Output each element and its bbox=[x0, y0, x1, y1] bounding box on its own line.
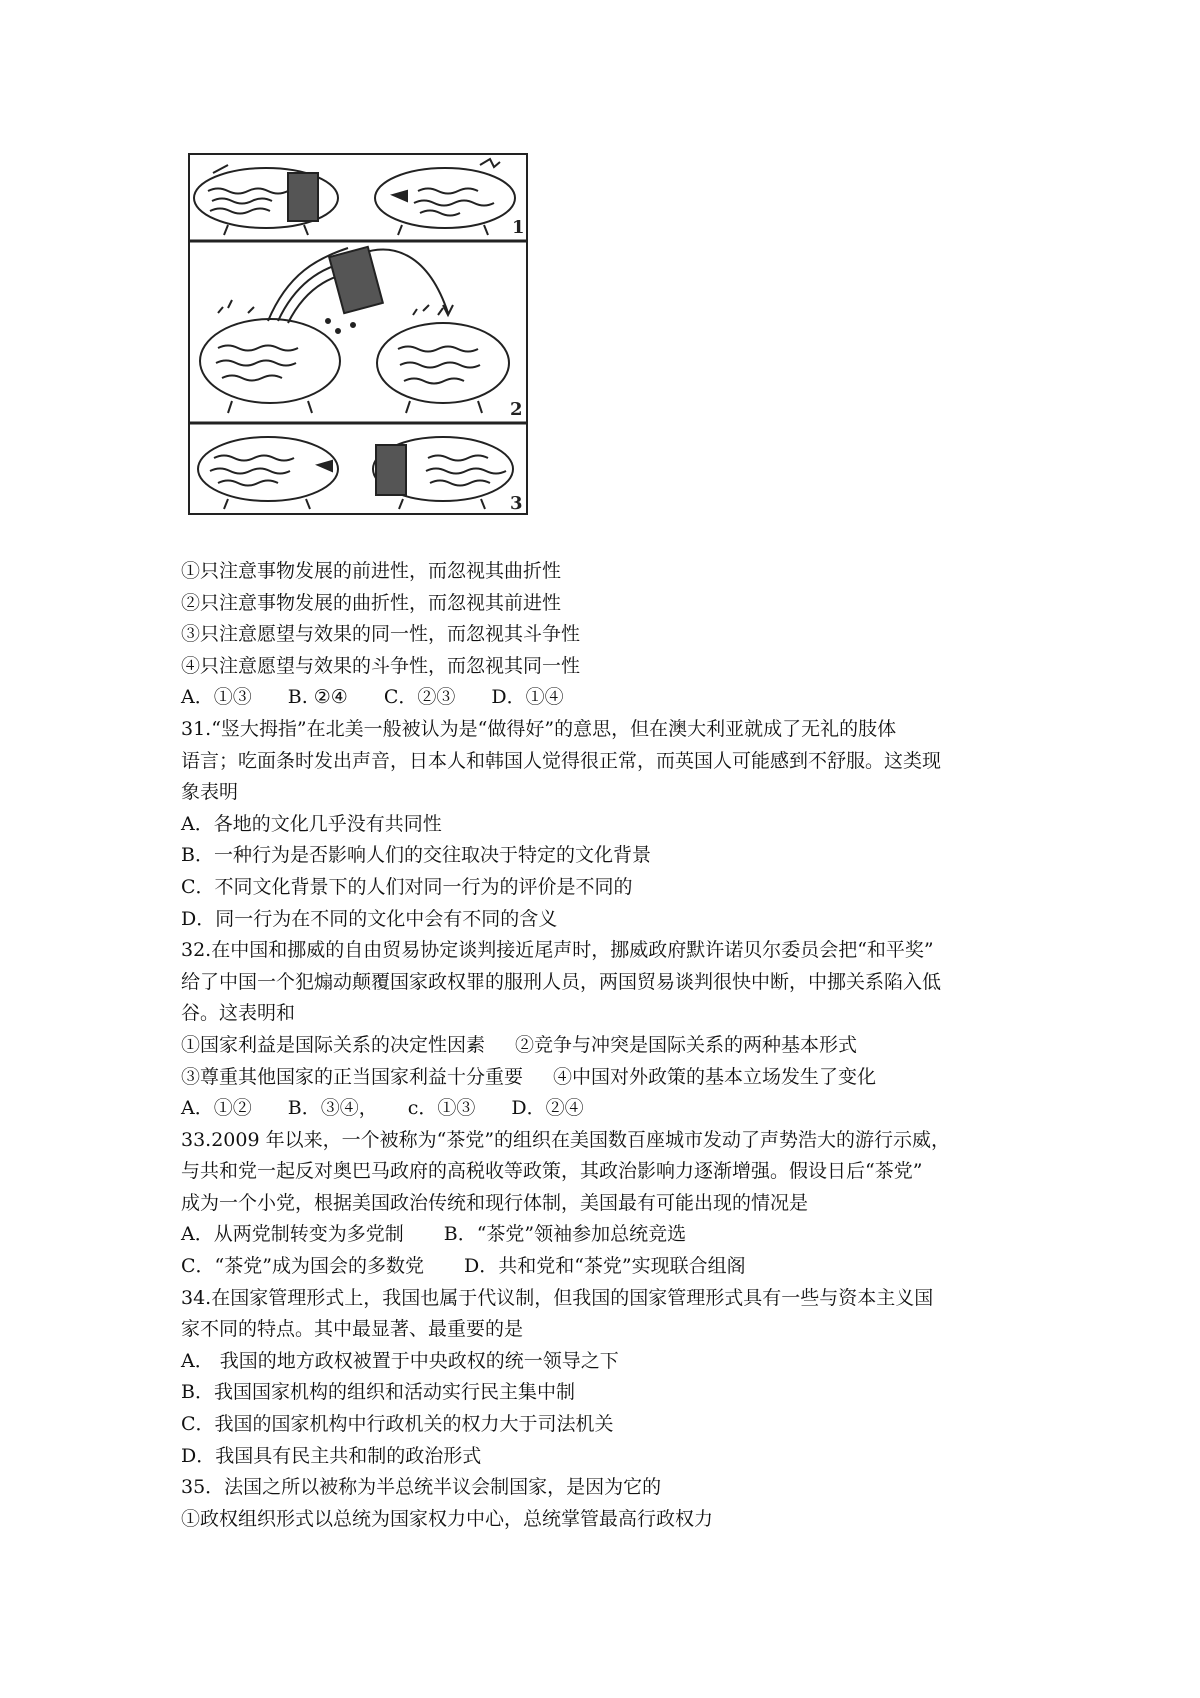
q33-stem: 与共和党一起反对奥巴马政府的高税收等政策，其政治影响力逐渐增强。假设日后“茶党” bbox=[181, 1160, 923, 1183]
q34-stem: 34.在国家管理形式上，我国也属于代议制，但我国的国家管理形式具有一些与资本主义国 bbox=[181, 1286, 934, 1309]
statement-item: ②竞争与冲突是国际关系的两种基本形式 bbox=[515, 1033, 858, 1056]
statement-item: ①国家利益是国际关系的决定性因素 bbox=[181, 1033, 486, 1056]
answer-option: D．同一行为在不同的文化中会有不同的含义 bbox=[181, 907, 558, 930]
answer-option: B．我国国家机构的组织和活动实行民主集中制 bbox=[181, 1381, 575, 1404]
statement-item: ③尊重其他国家的正当国家利益十分重要 bbox=[181, 1065, 524, 1088]
answer-option: A．①② bbox=[181, 1097, 252, 1120]
q33-option-row bbox=[181, 1219, 1041, 1251]
cartoon-figure bbox=[188, 153, 528, 515]
answer-option: D．共和党和“茶党”实现联合组阁 bbox=[463, 1255, 746, 1278]
option-line: ①只注意事物发展的前进性，而忽视其曲折性 bbox=[181, 560, 562, 582]
answer-option: B．一种行为是否影响人们的交往取决于特定的文化背景 bbox=[181, 844, 651, 867]
statement-item: ①政权组织形式以总统为国家权力中心，总统掌管最高行政权力 bbox=[181, 1507, 714, 1530]
answer-option: B. ②④ bbox=[287, 686, 348, 709]
answer-option: A．各地的文化几乎没有共同性 bbox=[181, 812, 442, 835]
q33-option-row bbox=[181, 1251, 1041, 1283]
option-line: ②只注意事物发展的曲折性，而忽视其前进性 bbox=[181, 591, 562, 614]
answer-option: C．“茶党”成为国会的多数党 bbox=[181, 1255, 424, 1278]
answer-option: c．①③ bbox=[407, 1097, 476, 1120]
answer-option: C．不同文化背景下的人们对同一行为的评价是不同的 bbox=[181, 875, 633, 898]
q33-stem: 33.2009 年以来，一个被称为“茶党”的组织在美国数百座城市发动了声势浩大的游行示威， bbox=[181, 1128, 951, 1151]
q30-answer-options bbox=[181, 682, 1041, 714]
answer-option: D．②④ bbox=[511, 1097, 584, 1120]
q32-stem: 谷。这表明和 bbox=[181, 1002, 296, 1025]
answer-option: A． 我国的地方政权被置于中央政权的统一领导之下 bbox=[181, 1349, 619, 1372]
panel-label-1: 1 bbox=[512, 217, 525, 238]
answer-option: A．从两党制转变为多党制 bbox=[181, 1223, 404, 1246]
panel-2-drawing bbox=[200, 247, 509, 413]
answer-option: A．①③ bbox=[181, 686, 252, 709]
answer-option: B．“茶党”领袖参加总统竞选 bbox=[443, 1223, 687, 1246]
q31-stem: 语言；吃面条时发出声音，日本人和韩国人觉得很正常，而英国人可能感到不舒服。这类现 bbox=[181, 749, 942, 772]
statement-item: ④中国对外政策的基本立场发生了变化 bbox=[553, 1065, 877, 1088]
question-text bbox=[181, 556, 1041, 1535]
option-line: ④只注意愿望与效果的斗争性，而忽视其同一性 bbox=[181, 654, 581, 677]
answer-option: B．③④， bbox=[287, 1097, 378, 1120]
q32-item-row bbox=[181, 1030, 1041, 1062]
q32-stem: 32.在中国和挪威的自由贸易协定谈判接近尾声时，挪威政府默许诺贝尔委员会把“和平奖” bbox=[181, 939, 934, 962]
panel-3-drawing bbox=[198, 437, 513, 509]
q34-stem: 家不同的特点。其中最显著、最重要的是 bbox=[181, 1318, 524, 1341]
q31-stem: 31.“竖大拇指”在北美一般被认为是“做得好”的意思，但在澳大利亚就成了无礼的肢体 bbox=[181, 717, 897, 740]
panel-label-3: 3 bbox=[510, 493, 523, 514]
answer-option: D．我国具有民主共和制的政治形式 bbox=[181, 1444, 482, 1467]
q35-stem: 35．法国之所以被称为半总统半议会制国家，是因为它的 bbox=[181, 1476, 662, 1499]
answer-option: D．①④ bbox=[491, 686, 564, 709]
option-line: ③只注意愿望与效果的同一性，而忽视其斗争性 bbox=[181, 623, 581, 646]
q32-item-row bbox=[181, 1062, 1041, 1094]
q31-stem: 象表明 bbox=[181, 781, 239, 804]
panel-1-drawing bbox=[194, 159, 515, 235]
answer-option: C．②③ bbox=[383, 686, 456, 709]
q32-stem: 给了中国一个犯煽动颠覆国家政权罪的服刑人员，两国贸易谈判很快中断，中挪关系陷入低 bbox=[181, 970, 942, 993]
cartoon-drawing bbox=[188, 153, 528, 515]
q33-stem: 成为一个小党，根据美国政治传统和现行体制，美国最有可能出现的情况是 bbox=[181, 1191, 809, 1214]
q32-answer-options bbox=[181, 1093, 1041, 1125]
panel-label-2: 2 bbox=[510, 399, 523, 420]
answer-option: C．我国的国家机构中行政机关的权力大于司法机关 bbox=[181, 1413, 614, 1436]
